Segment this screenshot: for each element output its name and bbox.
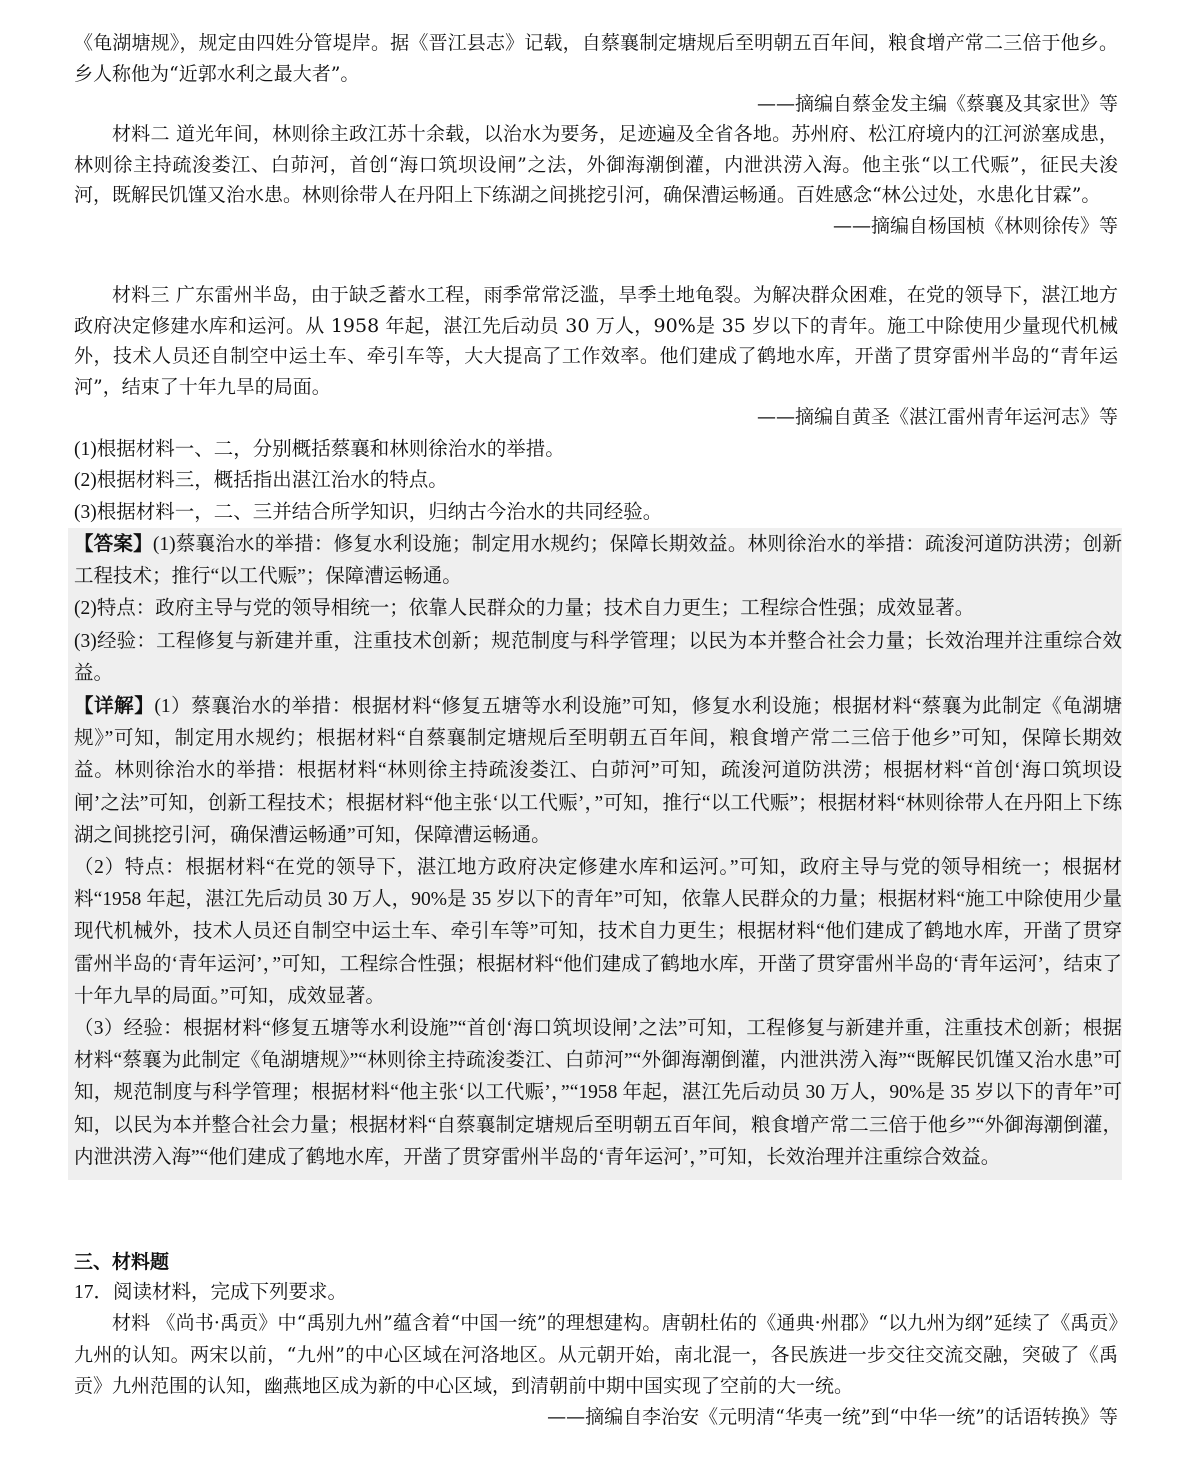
material-two-text: 材料二 道光年间，林则徐主政江苏十余载，以治水为要务，足迹遍及全省各地。苏州府、松江府境内的江河淤塞成患，林则徐主持疏浚娄江、白茆河，首创“海口筑坝设闸”之法，外御海潮倒灌，内泄洪涝入海。他主张“以工代赈”，征民夫浚河，既解民饥馑又治水患。林则徐带人在丹阳上下练湖之间挑挖引河，确保漕运畅通。百姓感念“林公过处，水患化甘霖”。 bbox=[74, 123, 1118, 206]
question-17-prompt: 17．阅读材料，完成下列要求。 bbox=[74, 1282, 348, 1303]
section-heading: 三、材料题 bbox=[74, 1251, 170, 1273]
analysis-1 bbox=[74, 690, 1122, 852]
answer-label: 【答案】 bbox=[74, 532, 153, 555]
answer-1 bbox=[74, 528, 1122, 593]
analysis-2: （2）特点：根据材料“在党的领导下，湛江地方政府决定修建水库和运河。”可知，政府主导与党的领导相统一；根据材料“1958 年起，湛江先后动员 30 万人，90%是 35 岁以下的青年”可知，依靠人民群众的力量；根据材料“施工中除使用少量现代机械外，技术人员还自制空中运土车、牵引车等”可知，技术自力更生；根据材料“他们建成了鹤地水库，开凿了贯穿雷州半岛的‘青年运河’，”可知，工程综合性强；根据材料“他们建成了鹤地水库，开凿了贯穿雷州半岛的‘青年运河’，结束了十年九旱的局面。”可知，成效显著。 bbox=[74, 857, 1122, 1007]
answer-panel bbox=[68, 528, 1122, 1180]
material-one-source: ——摘编自蔡金发主编《蔡襄及其家世》等 bbox=[756, 93, 1118, 115]
material-two-source: ——摘编自杨国桢《林则徐传》等 bbox=[832, 214, 1118, 237]
analysis-label: 【详解】 bbox=[74, 694, 155, 718]
analysis-3: （3）经验：根据材料“修复五塘等水利设施”“首创‘海口筑坝设闸’之法”可知，工程修复与新建并重，注重技术创新；根据材料“蔡襄为此制定《龟湖塘规》”“林则徐主持疏浚娄江、白茆河”“外御海潮倒灌，内泄洪涝入海”“既解民饥馑又治水患”可知，规范制度与科学管理；根据材料“他主张‘以工代赈’，”“1958 年起，湛江先后动员 30 万人，90%是 35 岁以下的青年”可知，以民为本并整合社会力量；根据材料“自蔡襄制定塘规后至明朝五百年间，粮食增产常二三倍于他乡”“外御海潮倒灌，内泄洪涝入海”“他们建成了鹤地水库，开凿了贯穿雷州半岛的‘青年运河’，”可知，长效治理并注重综合效益。 bbox=[74, 1018, 1122, 1168]
analysis-1-text: (1）蔡襄治水的举措：根据材料“修复五塘等水利设施”可知，修复水利设施；根据材料“蔡襄为此制定《龟湖塘规》”可知，制定用水规约；根据材料“自蔡襄制定塘规后至明朝五百年间，粮食增产常二三倍于他乡”可知，保障长期效益。林则徐治水的举措：根据材料“林则徐主持疏浚娄江、白茆河”可知，疏浚河道防洪涝；根据材料“首创‘海口筑坝设闸’之法”可知，创新工程技术；根据材料“他主张‘以工代赈’，”可知，推行“以工代赈”；根据材料“林则徐带人在丹阳上下练湖之间挑挖引河，确保漕运畅通”可知，保障漕运畅通。 bbox=[74, 696, 1122, 846]
question-17-source: ——摘编自李治安《元明清“华夷一统”到“中华一统”的话语转换》等 bbox=[547, 1406, 1118, 1429]
material-two bbox=[74, 119, 1118, 242]
question-2: (2)根据材料三，概括指出湛江治水的特点。 bbox=[74, 470, 448, 492]
material-one-text: 《龟湖塘规》，规定由四姓分管堤岸。据《晋江县志》记载，自蔡襄制定塘规后至明朝五百年间，粮食增产常二三倍于他乡。乡人称他为“近郭水利之最大者”。 bbox=[74, 32, 1118, 85]
material-three-text: 材料三 广东雷州半岛，由于缺乏蓄水工程，雨季常常泛滥，旱季土地龟裂。为解决群众困难，在党的领导下，湛江地方政府决定修建水库和运河。从 1958 年起，湛江先后动员 30 万人，90%是 35 岁以下的青年。施工中除使用少量现代机械外，技术人员还自制空中运土车、牵引车等，大大提高了工作效率。他们建成了鹤地水库，开凿了贯穿雷州半岛的“青年运河”，结束了十年九旱的局面。 bbox=[74, 284, 1118, 398]
answer-3: (3)经验：工程修复与新建并重，注重技术创新；规范制度与科学管理；以民为本并整合社会力量；长效治理并注重综合效益。 bbox=[74, 630, 1122, 684]
section-three bbox=[74, 1247, 1118, 1433]
answer-1-text: (1)蔡襄治水的举措：修复水利设施；制定用水规约；保障长期效益。林则徐治水的举措：疏浚河道防洪涝；创新工程技术；推行“以工代赈”；保障漕运畅通。 bbox=[74, 534, 1122, 588]
question-list bbox=[74, 434, 1118, 528]
material-three bbox=[74, 280, 1118, 433]
material-one-tail bbox=[74, 28, 1118, 120]
answer-2: (2)特点：政府主导与党的领导相统一；依靠人民群众的力量；技术自力更生；工程综合性强；成效显著。 bbox=[74, 598, 975, 620]
material-three-source: ——摘编自黄圣《湛江雷州青年运河志》等 bbox=[756, 406, 1118, 428]
question-17-material: 材料 《尚书·禹贡》中“禹别九州”蕴含着“中国一统”的理想建构。唐朝杜佑的《通典·州郡》“以九州为纲”延续了《禹贡》九州的认知。两宋以前，“九州”的中心区域在河洛地区。从元朝开始，南北混一，各民族进一步交往交流交融，突破了《禹贡》九州范围的认知，幽燕地区成为新的中心区域，到清朝前中期中国实现了空前的大一统。 bbox=[74, 1312, 1118, 1397]
question-1: (1)根据材料一、二，分别概括蔡襄和林则徐治水的举措。 bbox=[74, 439, 565, 460]
question-3: (3)根据材料一，二、三并结合所学知识，归纳古今治水的共同经验。 bbox=[74, 501, 663, 523]
